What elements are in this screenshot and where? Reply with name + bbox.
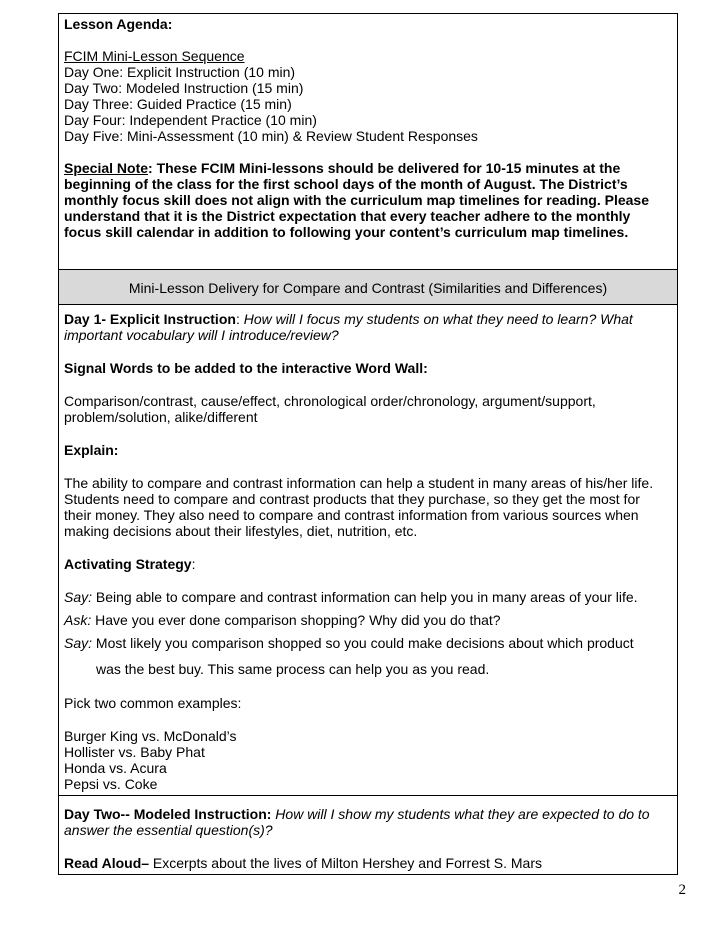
activating-strategy-heading: Activating Strategy [64,556,192,572]
say-line-2 [64,635,677,651]
explain-line-1: The ability to compare and contrast information can help a student in many areas of his/her life. [64,475,654,491]
activating-strategy-heading-line [64,556,677,572]
day1-colon: : [235,311,244,327]
read-aloud-line [64,855,677,871]
ask-line [64,612,677,628]
special-note-text-1: : These FCIM Mini-lessons should be delivered for 10-15 minutes at the [148,160,621,176]
special-note-line-1 [64,160,677,176]
day1-intro-line-1 [64,311,677,327]
explain-line-3: their money. They also need to compare and contrast information from various sources when [64,507,639,523]
agenda-cell [59,14,677,270]
ask-text: Have you ever done comparison shopping? Why did you do that? [91,612,501,628]
delivery-header-cell [59,270,677,305]
explain-line-2: Students need to compare and contrast products that they purchase, so they get the most for [64,491,640,507]
special-note-line-2: beginning of the class for the first school days of the month of August. The District’s [64,176,628,192]
page-number: 2 [678,882,686,898]
signal-words-line-2: problem/solution, alike/different [64,409,258,425]
agenda-heading: Lesson Agenda: [64,16,173,32]
example-2: Hollister vs. Baby Phat [64,744,205,760]
say-text-2: Most likely you comparison shopped so you could make decisions about which product [92,635,634,651]
say-line-2-continuation: was the best buy. This same process can help you as you read. [96,661,490,677]
read-aloud-label: Read Aloud– [64,855,150,871]
say-text-1: Being able to compare and contrast information can help you in many areas of your life. [92,589,638,605]
day2-intro-line-1 [64,806,677,822]
day2-label: Day Two-- Modeled Instruction: [64,806,272,822]
special-note-label: Special Note [64,160,149,176]
day2-cell [59,796,677,876]
delivery-header: Mini-Lesson Delivery for Compare and Contrast (Similarities and Differences) [128,280,608,296]
agenda-day-5: Day Five: Mini-Assessment (10 min) & Review Student Responses [64,128,478,144]
sequence-title: FCIM Mini-Lesson Sequence [64,48,245,64]
day2-question-1: How will I show my students what they are expected to do to [271,806,650,822]
agenda-day-1: Day One: Explicit Instruction (10 min) [64,64,296,80]
read-aloud-text: Excerpts about the lives of Milton Hershey and Forrest S. Mars [149,855,542,871]
day2-question-2: answer the essential question(s)? [64,822,273,838]
special-note-line-3: monthly focus skill does not align with the curriculum map timelines for reading. Please [64,192,650,208]
signal-words-heading: Signal Words to be added to the interactive Word Wall: [64,360,428,376]
agenda-day-4: Day Four: Independent Practice (10 min) [64,112,317,128]
special-note-line-5: focus skill calendar in addition to following your content’s curriculum map timelines. [64,224,629,240]
explain-line-4: making decisions about their lifestyles, diet, nutrition, etc. [64,523,418,539]
signal-words-line-1: Comparison/contrast, cause/effect, chronological order/chronology, argument/support, [64,393,596,409]
ask-label: Ask: [64,612,92,628]
example-4: Pepsi vs. Coke [64,776,158,792]
day1-question-2: important vocabulary will I introduce/review? [64,327,339,343]
activating-strategy-colon: : [191,556,196,572]
day1-question-1: How will I focus my students on what they need to learn? What [243,311,633,327]
example-3: Honda vs. Acura [64,760,167,776]
say-line-1 [64,589,677,605]
day1-label: Day 1- Explicit Instruction [64,311,236,327]
say-label-1: Say: [64,589,93,605]
day1-cell [59,305,677,796]
examples-intro: Pick two common examples: [64,695,242,711]
say-label-2: Say: [64,635,93,651]
agenda-day-3: Day Three: Guided Practice (15 min) [64,96,292,112]
special-note-line-4: understand that it is the District expectation that every teacher adhere to the monthly [64,208,631,224]
agenda-day-2: Day Two: Modeled Instruction (15 min) [64,80,304,96]
lesson-table [58,13,678,875]
explain-heading: Explain: [64,442,119,458]
example-1: Burger King vs. McDonald’s [64,728,237,744]
